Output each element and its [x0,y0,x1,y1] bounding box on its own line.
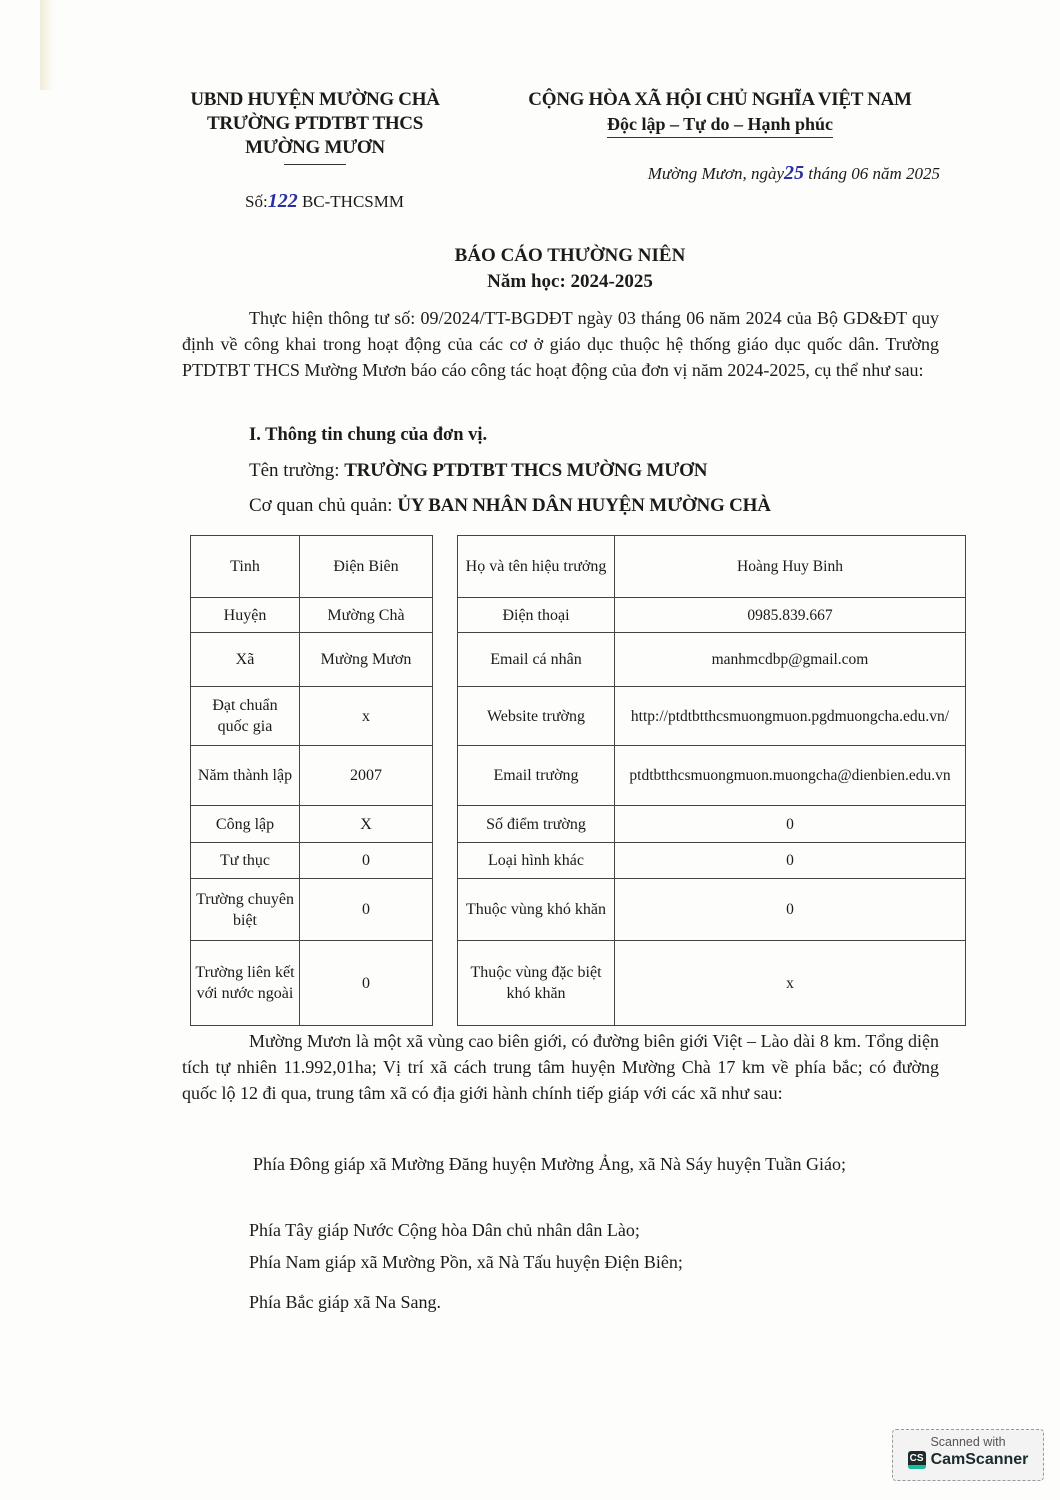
row-value: Hoàng Huy Binh [615,536,966,598]
row-key: Email cá nhân [458,633,615,687]
title-line-2: Năm học: 2024-2025 [487,271,653,292]
table-row [458,633,966,687]
info-table-right [457,535,966,1026]
country-name: CỘNG HÒA XÃ HỘI CHỦ NGHĨA VIỆT NAM [528,89,912,110]
date-suffix: tháng 06 năm 2025 [808,164,940,183]
row-key: Website trường [458,687,615,746]
title-line-1: BÁO CÁO THƯỜNG NIÊN [454,245,686,266]
school-name-line [249,460,707,482]
watermark-caption: Scanned with [930,1435,1006,1449]
row-key: Tư thục [191,843,300,879]
row-value: 0 [615,843,966,879]
report-title [180,243,960,295]
row-value: http://ptdtbtthcsmuongmuon.pgdmuongcha.edu.vn/ [615,687,966,746]
row-key: Số điểm trường [458,806,615,843]
row-key: Công lập [191,806,300,843]
table-row [458,598,966,633]
row-key: Trường chuyên biệt [191,879,300,941]
row-value: manhmcdbp@gmail.com [615,633,966,687]
border-east: Phía Đông giáp xã Mường Đăng huyện Mường Ảng, xã Nà Sáy huyện Tuần Giáo; [253,1154,846,1174]
handwritten-day: 25 [784,162,804,184]
row-key: Đạt chuẩn quốc gia [191,687,300,746]
table-row [191,536,433,598]
row-value: 0 [300,843,433,879]
table-row [191,879,433,941]
table-row [191,687,433,746]
number-label: Số: [245,192,268,211]
table-row [191,746,433,806]
row-key: Thuộc vùng đặc biệt khó khăn [458,941,615,1026]
watermark-brand-name: CamScanner [930,1451,1029,1468]
info-table-left [190,535,433,1026]
row-key: Email trường [458,746,615,806]
camscanner-logo-icon: CS [908,1451,926,1469]
row-key: Thuộc vùng khó khăn [458,879,615,941]
intro-paragraph: Thực hiện thông tư số: 09/2024/TT-BGDĐT ngày 03 tháng 06 năm 2024 của Bộ GD&ĐT quy định về công khai trong hoạt động của các cơ ở giáo dục thuộc hệ thống giáo dục quốc dân. Trường PTDTBT THCS Mường Mươn báo cáo công tác hoạt động của đơn vị năm 2024-2025, cụ thể như sau: [182,308,939,380]
table-row [191,941,433,1026]
row-value: 2007 [300,746,433,806]
border-north: Phía Bắc giáp xã Na Sang. [249,1292,441,1312]
row-key: Tinh [191,536,300,598]
authority-line-2: TRƯỜNG PTDTBT THCS [207,113,423,134]
authority-underline [284,164,346,165]
table-row [458,806,966,843]
motto: Độc lập – Tự do – Hạnh phúc [607,112,833,138]
row-value: 0 [300,879,433,941]
row-value: 0985.839.667 [615,598,966,633]
issuing-authority [180,88,450,165]
table-row [458,941,966,1026]
table-row [458,687,966,746]
governing-body-line [249,495,771,517]
school-name-label: Tên trường: [249,460,340,481]
row-value: 0 [300,941,433,1026]
table-row [458,843,966,879]
row-value: 0 [615,879,966,941]
table-row [458,879,966,941]
number-code: BC-THCSMM [301,192,404,211]
date-line [520,162,940,185]
geography-paragraph: Mường Mươn là một xã vùng cao biên giới, có đường biên giới Việt – Lào dài 8 km. Tổng diện tích tự nhiên 11.992,01ha; Vị trí xã cách trung tâm huyện Mường Chà 17 km về phía bắc; có đường quốc lộ 12 đi qua, trung tâm xã có địa giới hành chính tiếp giáp với các xã như sau: [182,1031,939,1103]
section-heading: I. Thông tin chung của đơn vị. [249,425,488,445]
table-row [458,536,966,598]
row-value: X [300,806,433,843]
row-key: Trường liên kết với nước ngoài [191,941,300,1026]
national-motto [490,88,950,138]
document-number [245,190,404,213]
handwritten-number: 122 [267,190,298,212]
date-prefix: Mường Mươn, ngày [647,164,784,183]
row-key: Huyện [191,598,300,633]
border-south: Phía Nam giáp xã Mường Pồn, xã Nà Tấu huyện Điện Biên; [249,1252,683,1272]
authority-line-1: UBND HUYỆN MƯỜNG CHÀ [190,89,440,110]
table-row [191,598,433,633]
row-key: Năm thành lập [191,746,300,806]
governing-body-label: Cơ quan chủ quản: [249,495,393,516]
row-value: 0 [615,806,966,843]
table-row [191,843,433,879]
row-value: ptdtbtthcsmuongmuon.muongcha@dienbien.edu.vn [615,746,966,806]
row-value: Mường Chà [300,598,433,633]
watermark-brand [893,1451,1043,1469]
scan-edge-shadow [40,0,54,90]
camscanner-watermark [892,1429,1044,1481]
table-row [191,806,433,843]
school-name: TRƯỜNG PTDTBT THCS MƯỜNG MƯƠN [344,460,708,481]
table-row [458,746,966,806]
row-value: Mường Mươn [300,633,433,687]
table-row [191,633,433,687]
row-key: Điện thoại [458,598,615,633]
row-key: Họ và tên hiệu trưởng [458,536,615,598]
border-west: Phía Tây giáp Nước Cộng hòa Dân chủ nhân dân Lào; [249,1220,640,1240]
row-value: Điện Biên [300,536,433,598]
row-value: x [615,941,966,1026]
governing-body: ỦY BAN NHÂN DÂN HUYỆN MƯỜNG CHÀ [397,495,771,516]
row-value: x [300,687,433,746]
authority-line-3: MƯỜNG MƯƠN [245,137,385,158]
row-key: Xã [191,633,300,687]
row-key: Loại hình khác [458,843,615,879]
